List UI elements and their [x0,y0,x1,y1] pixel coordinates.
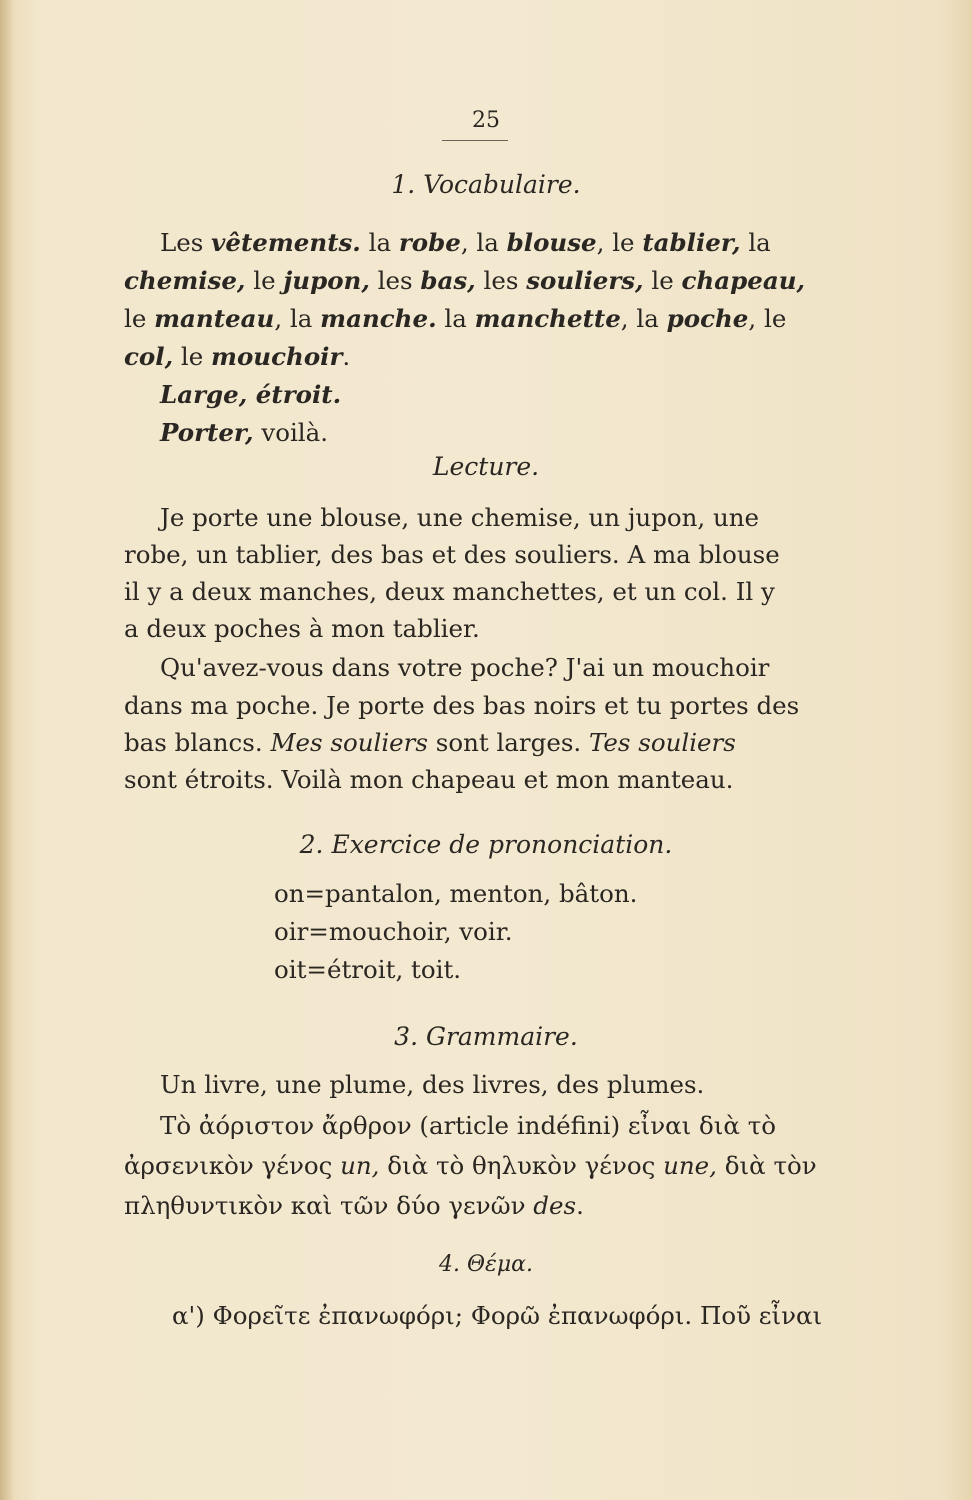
lecture-line-2: robe, un tablier, des bas et des souliers. A ma blouse [124,540,780,569]
vocab-line-2: chemise, le jupon, les bas, les souliers, le chapeau, [124,266,806,295]
pronunciation-line-3: oit=étroit, toit. [274,955,462,984]
vocab-line-1: Les vêtements. la robe, la blouse, le tablier, la [160,228,771,257]
lecture-line-1: Je porte une blouse, une chemise, un jupon, une [160,503,760,532]
vocab-line-4: col, le mouchoir. [124,342,351,371]
section3-heading: 3. Grammaire. [394,1022,578,1051]
vocab-line-5: Large, étroit. [160,380,342,409]
lecture-line-5: Qu'avez-vous dans votre poche? J'ai un mouchoir [160,653,770,682]
pronunciation-line-1: on=pantalon, menton, bâton. [274,879,638,908]
section2-heading: 2. Exercice de prononciation. [299,830,673,859]
grammar-line-2: Τὸ ἀόριστον ἄρθρον (article indéfini) εἶναι διὰ τὸ [160,1111,777,1140]
theme-line-1: α') Φορεῖτε ἐπανωφόρι; Φορῶ ἐπανωφόρι. Ποῦ εἶναι [172,1301,823,1330]
lecture-line-7: bas blancs. Mes souliers sont larges. Tes souliers [124,728,736,757]
section1-heading: 1. Vocabulaire. [391,170,581,199]
lecture-line-4: a deux poches à mon tablier. [124,614,480,643]
lecture-line-8: sont étroits. Voilà mon chapeau et mon manteau. [124,765,734,794]
vocab-line-3: le manteau, la manche. la manchette, la poche, le [124,304,787,333]
pronunciation-line-2: oir=mouchoir, voir. [274,917,513,946]
lecture-line-6: dans ma poche. Je porte des bas noirs et tu portes des [124,691,800,720]
lecture-line-3: il y a deux manches, deux manchettes, et un col. Il y [124,577,775,606]
page-number-rule [442,140,508,141]
grammar-line-4: πληθυντικὸν καὶ τῶν δύο γενῶν des. [124,1191,584,1220]
lecture-heading: Lecture. [432,452,540,481]
grammar-line-1: Un livre, une plume, des livres, des plumes. [160,1070,705,1099]
page-number: 25 [472,108,500,133]
vocab-line-6: Porter, voilà. [160,418,329,447]
section4-heading: 4. Θέμα. [439,1252,533,1277]
grammar-line-3: ἀρσενικὸν γένος un, διὰ τὸ θηλυκὸν γένος une, διὰ τὸν [124,1151,817,1180]
